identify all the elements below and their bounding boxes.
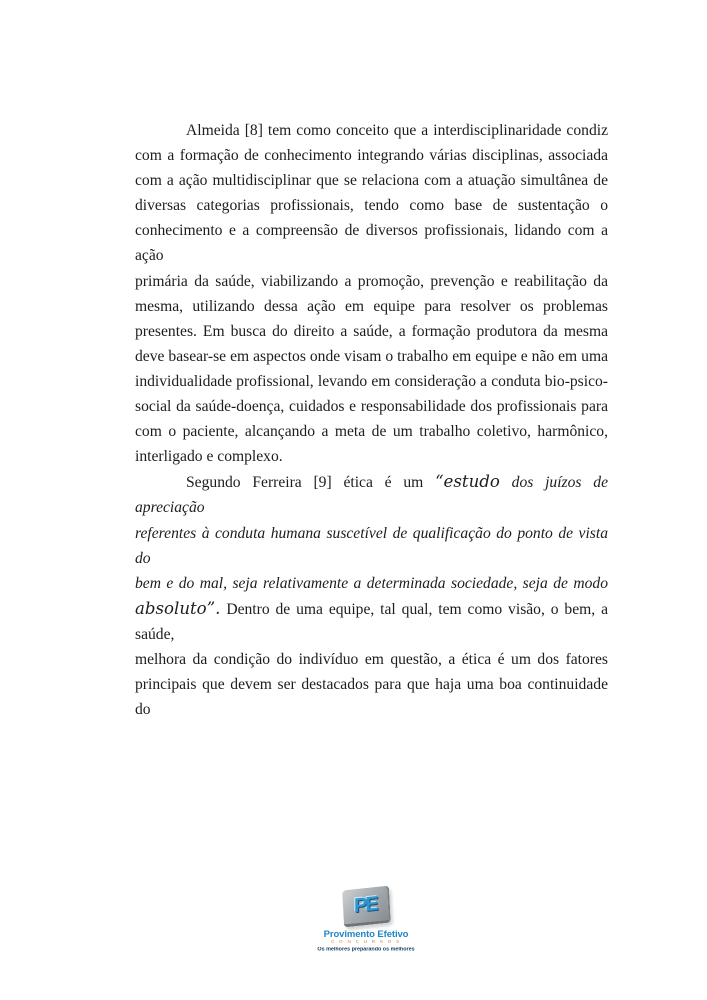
logo-tagline: Os melhores preparando os melhores xyxy=(317,947,415,953)
text-line xyxy=(135,193,608,218)
text-segment: mesma, utilizando dessa ação em equipe para resolver os problemas xyxy=(135,297,608,315)
pe-logo-icon xyxy=(342,885,391,927)
text-segment: Segundo Ferreira [9] ética é um xyxy=(186,474,436,492)
text-line xyxy=(135,647,608,672)
text-line xyxy=(135,672,608,722)
text-segment: com o paciente, alcançando a meta de um trabalho coletivo, harmônico, xyxy=(135,423,608,441)
text-line xyxy=(135,444,608,469)
text-segment: com a ação multidisciplinar que se relaciona com a atuação simultânea de xyxy=(135,172,608,190)
text-segment: diversas categorias profissionais, tendo como base de sustentação o xyxy=(135,197,608,215)
text-line xyxy=(135,294,608,319)
quote-segment: absoluto”. xyxy=(135,598,221,618)
text-line xyxy=(135,369,608,394)
text-segment: social da saúde-doença, cuidados e responsabilidade dos profissionais para xyxy=(135,398,608,416)
text-segment: conhecimento e a compreensão de diversos profissionais, lidando com a ação xyxy=(135,222,608,265)
text-line xyxy=(135,571,608,596)
provimento-efetivo-logo xyxy=(303,884,429,954)
logo-name: Provimento Efetivo xyxy=(323,929,409,940)
text-line xyxy=(135,521,608,571)
text-line xyxy=(135,118,608,143)
text-segment: melhora da condição do indivíduo em questão, a ética é um dos fatores xyxy=(135,650,608,668)
text-line xyxy=(135,269,608,294)
logo-subtitle: C O N C U R S O S xyxy=(331,940,401,945)
quote-segment: dos juízos de apreciação xyxy=(135,474,608,517)
text-line xyxy=(135,469,608,520)
text-line xyxy=(135,344,608,369)
text-segment: com a formação de conhecimento integrando várias disciplinas, associada xyxy=(135,147,608,165)
text-segment: individualidade profissional, levando em consideração a conduta bio-psico- xyxy=(135,372,608,390)
quote-segment: referentes à conduta humana suscetível de qualificação do ponto de vista do xyxy=(135,524,608,567)
quote-segment: bem e do mal, seja relativamente a determinada sociedade, seja de modo xyxy=(135,574,608,592)
text-line xyxy=(135,218,608,268)
text-line xyxy=(135,596,608,647)
text-block xyxy=(135,118,608,722)
pe-logo-icon-letters: PE xyxy=(353,891,377,917)
text-line xyxy=(135,168,608,193)
text-segment: presentes. Em busca do direito a saúde, a formação produtora da mesma xyxy=(135,322,608,340)
quote-segment: “estudo xyxy=(435,472,500,492)
text-segment: deve basear-se em aspectos onde visam o trabalho em equipe e não em uma xyxy=(135,347,608,365)
logo-icon-wrap xyxy=(303,884,429,928)
text-line xyxy=(135,419,608,444)
text-segment: primária da saúde, viabilizando a promoção, prevenção e reabilitação da xyxy=(135,272,608,290)
text-line xyxy=(135,394,608,419)
text-line xyxy=(135,319,608,344)
text-segment: principais que devem ser destacados para que haja uma boa continuidade do xyxy=(135,676,608,719)
text-line xyxy=(135,143,608,168)
text-segment: Dentro de uma equipe, tal qual, tem como visão, o bem, a saúde, xyxy=(135,600,608,643)
text-segment: interligado e complexo. xyxy=(135,448,283,466)
text-segment: Almeida [8] tem como conceito que a interdisciplinaridade condiz xyxy=(186,122,608,139)
